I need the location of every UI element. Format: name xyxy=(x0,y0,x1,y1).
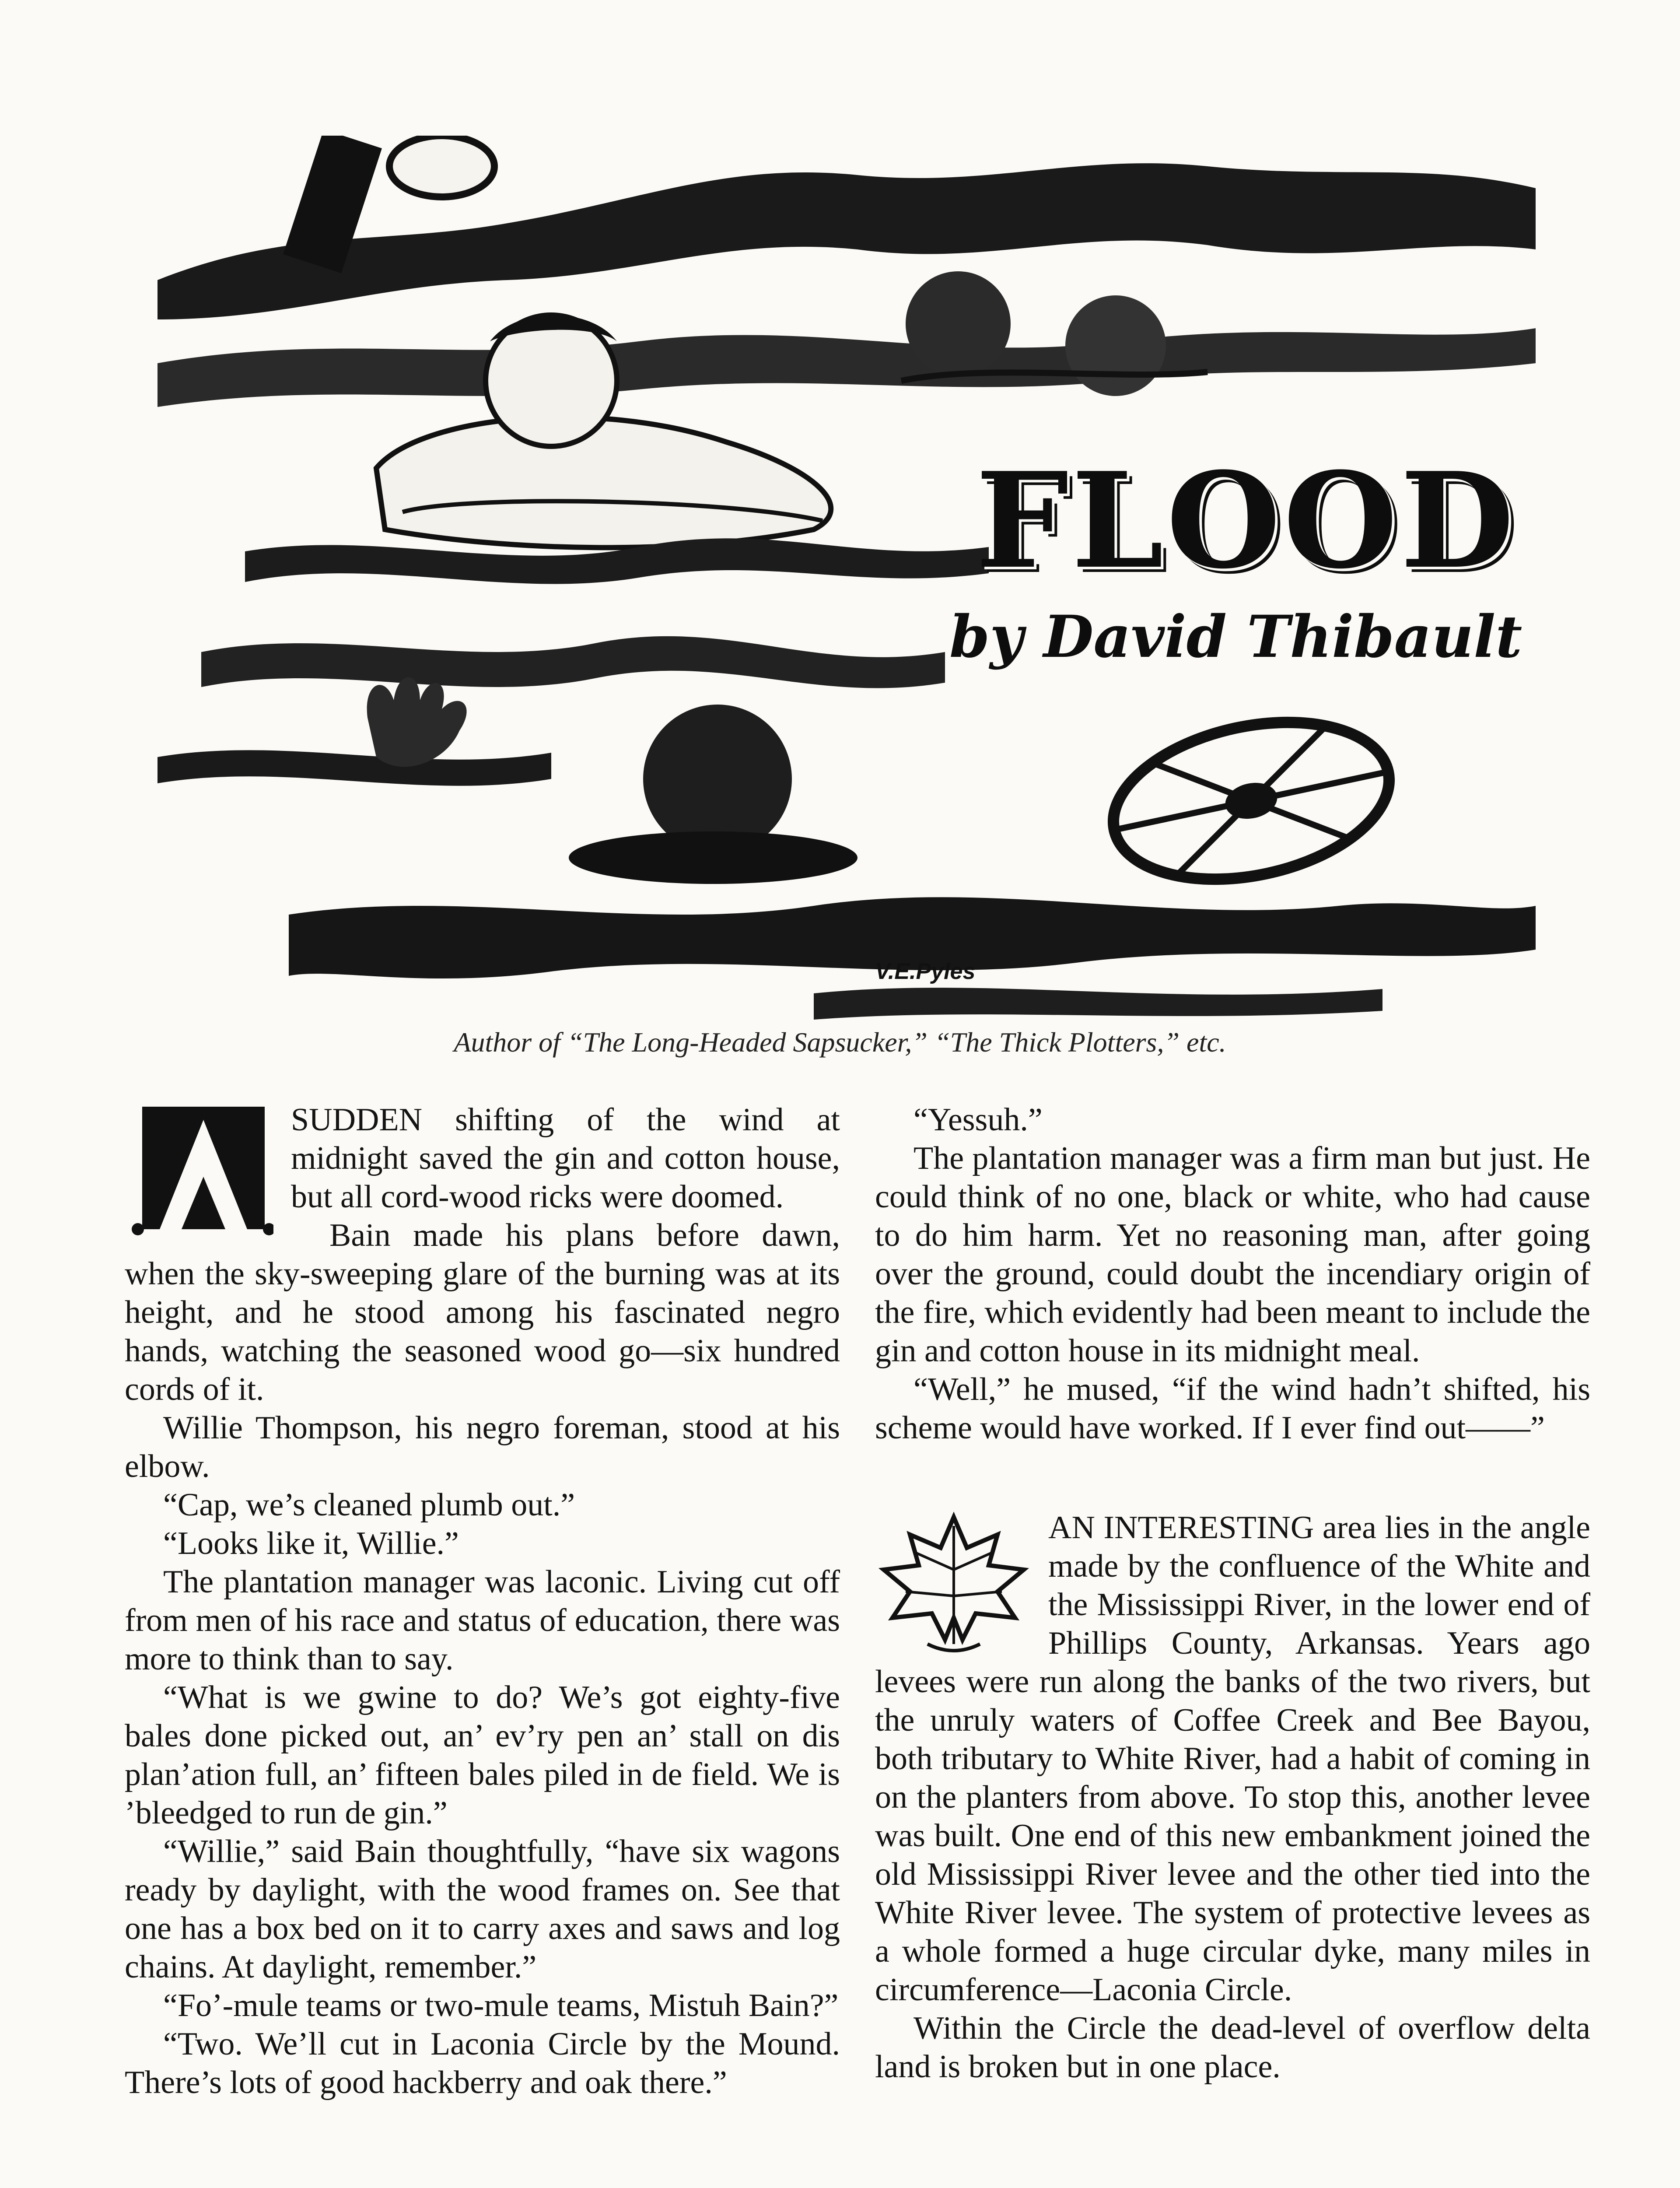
story-title: FLOOD xyxy=(976,443,1517,598)
leaf-ornament-icon xyxy=(875,1508,1032,1657)
paragraph: “Yessuh.” xyxy=(914,1102,1043,1138)
paragraph: SUDDEN shifting of the wind at midnight saved the gin and cotton house, but all cord-wood ricks were doomed. xyxy=(291,1102,840,1215)
paragraph: The plantation manager was laconic. Living cut off from men of his race and status of education, there was more to think than to say. xyxy=(125,1564,840,1677)
paragraph: The plantation manager was a firm man but just. He could think of no one, black or white, who had cause to do him harm. Yet no reasoning man, after going over the ground, could doubt the incendiary origin of the fire, which evidently had been meant to include the gin and cotton house in its midnight meal. xyxy=(875,1140,1590,1369)
dropcap-ornament xyxy=(125,1102,273,1238)
right-column xyxy=(875,1101,1590,2086)
paragraph: AN INTERESTING area lies in the angle made by the confluence of the White and the Mississippi River, in the lower end of Phillips County, Arkansas. Years ago levees were run along the banks of the two rivers, but the unruly waters of Coffee Creek and Bee Bayou, both tributary to White River, had a habit of coming in on the planters from above. To stop this, another levee was built. One end of this new embankment joined the old Mississippi River levee and the other tied into the White River levee. The system of protective levees as a whole formed a huge circular dyke, many miles in circumference—Laconia Circle. xyxy=(875,1510,1590,2008)
dropcap-letter xyxy=(133,1107,265,1238)
paragraph: Within the Circle the dead-level of overflow delta land is broken but in one place. xyxy=(875,2010,1590,2085)
left-column xyxy=(125,1101,840,2102)
paragraph: Willie Thompson, his negro foreman, stood at his elbow. xyxy=(125,1410,840,1484)
section-break xyxy=(875,1447,1590,1508)
artist-signature: V.E.Pyles xyxy=(875,959,976,984)
paragraph: “Well,” he mused, “if the wind hadn’t shifted, his scheme would have worked. If I ever find out——” xyxy=(875,1371,1590,1446)
paragraph: “Cap, we’s cleaned plumb out.” xyxy=(163,1487,575,1523)
paragraph: “Two. We’ll cut in Laconia Circle by the Mound. There’s lots of good hackberry and oak there.” xyxy=(125,2026,840,2100)
paragraph: “Fo’-mule teams or two-mule teams, Mistuh Bain?” xyxy=(163,1988,839,2023)
paragraph: “Willie,” said Bain thoughtfully, “have six wagons ready by daylight, with the wood frames on. See that one has a box bed on it to carry axes and saws and log chains. At daylight, remember.” xyxy=(125,1834,840,1985)
paragraph: Bain made his plans before dawn, when the sky-sweeping glare of the burning was at its height, and he stood among his fascinated negro hands, watching the seasoned wood go—six hundred cords of it. xyxy=(125,1217,840,1407)
paragraph: “Looks like it, Willie.” xyxy=(163,1525,459,1561)
paragraph: “What is we gwine to do? We’s got eighty-five bales done picked out, an’ ev’ry pen an’ stall on dis plan’ation full, an’ fifteen bales piled in de field. We is ’bleedged to run de gin.” xyxy=(125,1680,840,1831)
author-credits: Author of “The Long-Headed Sapsucker,” “The Thick Plotters,” etc. xyxy=(454,1027,1226,1058)
story-byline: by David Thibault xyxy=(949,603,1522,671)
